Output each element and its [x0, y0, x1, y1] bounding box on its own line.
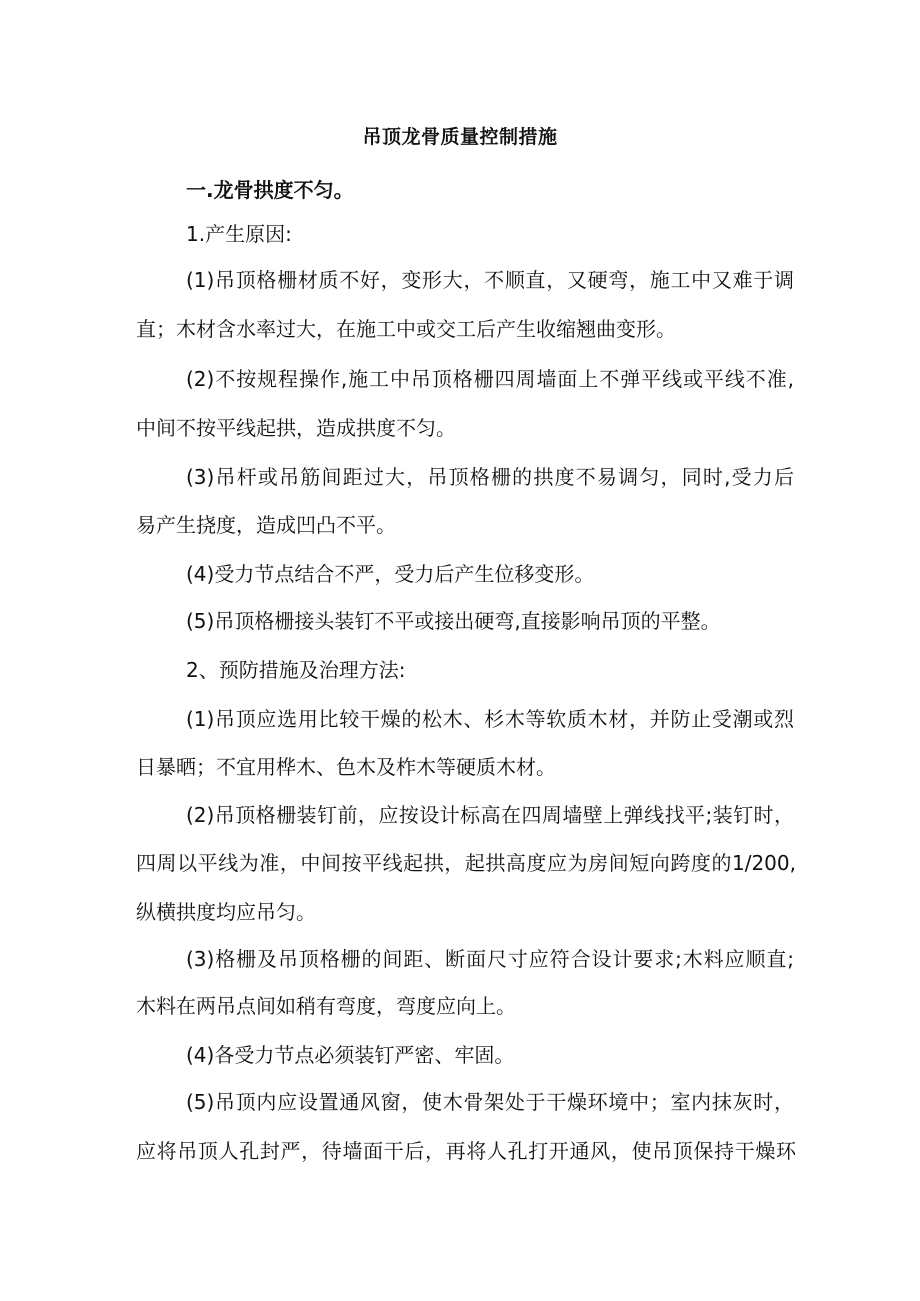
- measure-4-line-1: (4)各受力节点必须装钉严密、牢固。: [186, 1043, 515, 1067]
- cause-2-line-1: (2)不按规程操作,施工中吊顶格栅四周墙面上不弹平线或平线不准,: [186, 367, 794, 391]
- cause-4-line-1: (4)受力节点结合不严，受力后产生位移变形。: [186, 562, 595, 586]
- cause-3-line-2: 易产生挠度，造成凹凸不平。: [136, 513, 396, 537]
- prevention-heading: 2、预防措施及治理方法:: [186, 658, 406, 682]
- measure-5-line-2: 应将吊顶人孔封严，待墙面干后，再将人孔打开通风，使吊顶保持干燥环: [136, 1139, 796, 1163]
- measure-1-line-2: 日暴晒；不宜用桦木、色木及柞木等硬质木材。: [136, 755, 556, 779]
- measure-1-line-1: (1)吊顶应选用比较干燥的松木、杉木等软质木材，并防止受潮或烈: [186, 707, 794, 731]
- measure-2-line-3: 纵横拱度均应吊匀。: [136, 900, 316, 924]
- cause-2-line-2: 中间不按平线起拱，造成拱度不匀。: [136, 416, 456, 440]
- section-heading: 一.龙骨拱度不匀。: [186, 178, 354, 202]
- document-title: 吊顶龙骨质量控制措施: [362, 126, 558, 148]
- measure-3-line-1: (3)格栅及吊顶格栅的间距、断面尺寸应符合设计要求;木料应顺直;: [186, 947, 794, 971]
- cause-5-line-1: (5)吊顶格栅接头装钉不平或接出硬弯,直接影响吊顶的平整。: [186, 609, 721, 633]
- measure-2-line-1: (2)吊顶格栅装钉前，应按设计标高在四周墙壁上弹线找平;装钉时，: [186, 803, 794, 827]
- cause-1-line-2: 直；木材含水率过大，在施工中或交工后产生收缩翘曲变形。: [136, 317, 676, 341]
- cause-3-line-1: (3)吊杆或吊筋间距过大，吊顶格栅的拱度不易调匀，同时,受力后: [186, 465, 794, 489]
- measure-3-line-2: 木料在两吊点间如稍有弯度，弯度应向上。: [136, 994, 516, 1018]
- measure-5-line-1: (5)吊顶内应设置通风窗，使木骨架处于干燥环境中；室内抹灰时，: [186, 1090, 794, 1114]
- cause-1-line-1: (1)吊顶格栅材质不好，变形大，不顺直，又硬弯，施工中又难于调: [186, 268, 794, 292]
- measure-2-line-2: 四周以平线为准，中间按平线起拱，起拱高度应为房间短向跨度的1/200,: [136, 851, 796, 875]
- cause-heading: 1.产生原因:: [186, 222, 292, 246]
